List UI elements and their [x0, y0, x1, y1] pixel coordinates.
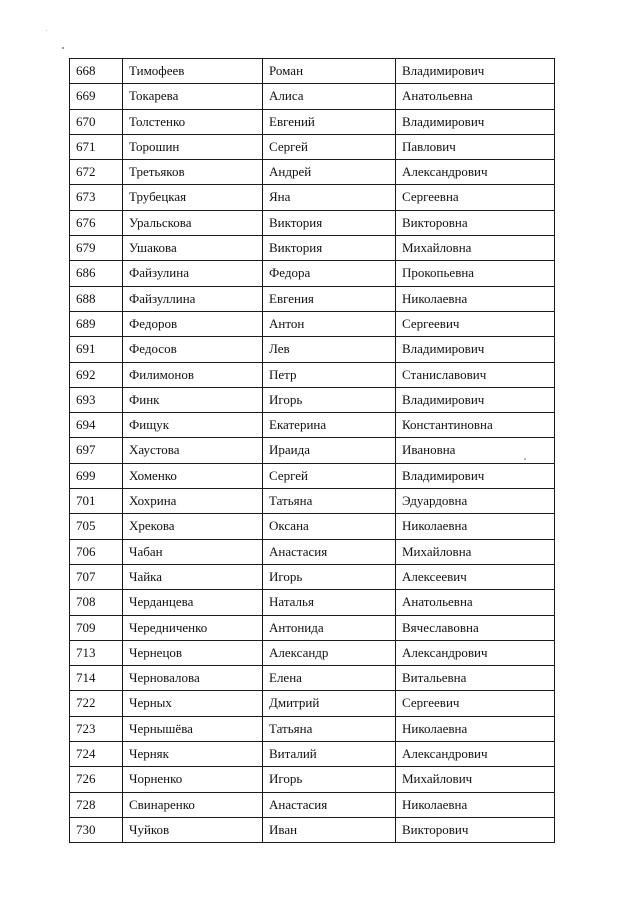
table-row [70, 185, 555, 210]
cell-first-name: Оксана [263, 514, 396, 539]
cell-last-name: Черновалова [123, 666, 263, 691]
cell-last-name: Файзулина [123, 261, 263, 286]
cell-first-name: Роман [263, 59, 396, 84]
cell-last-name: Федосов [123, 337, 263, 362]
cell-number: 722 [70, 691, 123, 716]
cell-patronymic: Сергеевна [396, 185, 555, 210]
cell-number: 730 [70, 817, 123, 842]
cell-patronymic: Сергеевич [396, 691, 555, 716]
scan-speck [62, 47, 64, 49]
table-row [70, 463, 555, 488]
cell-patronymic: Алексеевич [396, 564, 555, 589]
cell-number: 694 [70, 413, 123, 438]
cell-last-name: Финк [123, 387, 263, 412]
cell-first-name: Евгения [263, 286, 396, 311]
table-row [70, 691, 555, 716]
cell-last-name: Чорненко [123, 767, 263, 792]
cell-first-name: Алиса [263, 84, 396, 109]
table-row [70, 438, 555, 463]
cell-patronymic: Михайлович [396, 767, 555, 792]
cell-first-name: Александр [263, 640, 396, 665]
cell-last-name: Ушакова [123, 236, 263, 261]
table-row [70, 59, 555, 84]
cell-patronymic: Прокопьевна [396, 261, 555, 286]
cell-first-name: Виталий [263, 742, 396, 767]
table-row [70, 387, 555, 412]
cell-number: 707 [70, 564, 123, 589]
cell-first-name: Сергей [263, 463, 396, 488]
cell-patronymic: Александрович [396, 160, 555, 185]
cell-number: 699 [70, 463, 123, 488]
cell-first-name: Лев [263, 337, 396, 362]
cell-first-name: Евгений [263, 109, 396, 134]
cell-last-name: Хохрина [123, 489, 263, 514]
cell-patronymic: Викторович [396, 817, 555, 842]
cell-number: 673 [70, 185, 123, 210]
cell-last-name: Чайка [123, 564, 263, 589]
cell-number: 709 [70, 615, 123, 640]
cell-patronymic: Николаевна [396, 514, 555, 539]
cell-patronymic: Владимирович [396, 337, 555, 362]
cell-last-name: Торошин [123, 134, 263, 159]
cell-number: 686 [70, 261, 123, 286]
table-row [70, 84, 555, 109]
cell-first-name: Дмитрий [263, 691, 396, 716]
names-table-body [70, 59, 555, 843]
scan-speck [46, 30, 47, 31]
cell-first-name: Яна [263, 185, 396, 210]
cell-first-name: Антон [263, 311, 396, 336]
cell-number: 670 [70, 109, 123, 134]
cell-patronymic: Витальевна [396, 666, 555, 691]
cell-first-name: Игорь [263, 564, 396, 589]
cell-patronymic: Эдуардовна [396, 489, 555, 514]
table-row [70, 615, 555, 640]
table-row [70, 792, 555, 817]
cell-last-name: Токарева [123, 84, 263, 109]
cell-last-name: Чернецов [123, 640, 263, 665]
table-row [70, 236, 555, 261]
cell-first-name: Татьяна [263, 716, 396, 741]
cell-first-name: Игорь [263, 767, 396, 792]
cell-number: 671 [70, 134, 123, 159]
cell-first-name: Сергей [263, 134, 396, 159]
cell-first-name: Виктория [263, 236, 396, 261]
table-row [70, 742, 555, 767]
cell-first-name: Ираида [263, 438, 396, 463]
cell-patronymic: Михайловна [396, 539, 555, 564]
cell-last-name: Черняк [123, 742, 263, 767]
table-row [70, 590, 555, 615]
cell-number: 669 [70, 84, 123, 109]
cell-number: 714 [70, 666, 123, 691]
cell-patronymic: Николаевна [396, 792, 555, 817]
table-row [70, 286, 555, 311]
table-row [70, 539, 555, 564]
cell-patronymic: Анатольевна [396, 590, 555, 615]
cell-last-name: Филимонов [123, 362, 263, 387]
cell-number: 728 [70, 792, 123, 817]
cell-patronymic: Александрович [396, 640, 555, 665]
cell-last-name: Чернышёва [123, 716, 263, 741]
cell-patronymic: Николаевна [396, 286, 555, 311]
cell-patronymic: Ивановна [396, 438, 555, 463]
cell-patronymic: Михайловна [396, 236, 555, 261]
cell-last-name: Хоменко [123, 463, 263, 488]
cell-last-name: Хрекова [123, 514, 263, 539]
table-row [70, 109, 555, 134]
cell-number: 724 [70, 742, 123, 767]
cell-patronymic: Владимирович [396, 463, 555, 488]
cell-last-name: Файзуллина [123, 286, 263, 311]
cell-number: 723 [70, 716, 123, 741]
table-row [70, 489, 555, 514]
table-row [70, 640, 555, 665]
cell-number: 692 [70, 362, 123, 387]
cell-first-name: Игорь [263, 387, 396, 412]
cell-number: 691 [70, 337, 123, 362]
table-row [70, 817, 555, 842]
cell-last-name: Тимофеев [123, 59, 263, 84]
cell-last-name: Хаустова [123, 438, 263, 463]
cell-first-name: Андрей [263, 160, 396, 185]
cell-first-name: Екатерина [263, 413, 396, 438]
cell-patronymic: Сергеевич [396, 311, 555, 336]
cell-number: 668 [70, 59, 123, 84]
cell-number: 676 [70, 210, 123, 235]
cell-last-name: Третьяков [123, 160, 263, 185]
cell-number: 693 [70, 387, 123, 412]
cell-number: 679 [70, 236, 123, 261]
cell-last-name: Трубецкая [123, 185, 263, 210]
cell-first-name: Иван [263, 817, 396, 842]
cell-patronymic: Владимирович [396, 109, 555, 134]
cell-number: 701 [70, 489, 123, 514]
cell-first-name: Виктория [263, 210, 396, 235]
cell-first-name: Елена [263, 666, 396, 691]
cell-patronymic: Станиславович [396, 362, 555, 387]
table-row [70, 134, 555, 159]
cell-patronymic: Вячеславовна [396, 615, 555, 640]
cell-last-name: Черданцева [123, 590, 263, 615]
cell-first-name: Антонида [263, 615, 396, 640]
table-row [70, 514, 555, 539]
cell-last-name: Федоров [123, 311, 263, 336]
cell-patronymic: Анатольевна [396, 84, 555, 109]
cell-first-name: Татьяна [263, 489, 396, 514]
cell-last-name: Свинаренко [123, 792, 263, 817]
cell-number: 688 [70, 286, 123, 311]
cell-patronymic: Владимирович [396, 59, 555, 84]
table-row [70, 160, 555, 185]
table-row [70, 716, 555, 741]
cell-number: 672 [70, 160, 123, 185]
cell-number: 708 [70, 590, 123, 615]
table-row [70, 767, 555, 792]
cell-number: 713 [70, 640, 123, 665]
cell-patronymic: Константиновна [396, 413, 555, 438]
table-row [70, 362, 555, 387]
cell-first-name: Федора [263, 261, 396, 286]
cell-first-name: Анастасия [263, 539, 396, 564]
table-row [70, 311, 555, 336]
cell-first-name: Анастасия [263, 792, 396, 817]
cell-patronymic: Павлович [396, 134, 555, 159]
table-row [70, 210, 555, 235]
cell-number: 689 [70, 311, 123, 336]
cell-number: 726 [70, 767, 123, 792]
cell-last-name: Черных [123, 691, 263, 716]
cell-number: 706 [70, 539, 123, 564]
cell-last-name: Толстенко [123, 109, 263, 134]
cell-last-name: Фищук [123, 413, 263, 438]
cell-last-name: Уральскова [123, 210, 263, 235]
cell-patronymic: Николаевна [396, 716, 555, 741]
cell-first-name: Наталья [263, 590, 396, 615]
cell-number: 697 [70, 438, 123, 463]
table-row [70, 564, 555, 589]
cell-number: 705 [70, 514, 123, 539]
cell-patronymic: Владимирович [396, 387, 555, 412]
cell-last-name: Чуйков [123, 817, 263, 842]
cell-first-name: Петр [263, 362, 396, 387]
table-row [70, 413, 555, 438]
table-row [70, 261, 555, 286]
cell-last-name: Чередниченко [123, 615, 263, 640]
table-row [70, 666, 555, 691]
cell-last-name: Чабан [123, 539, 263, 564]
names-table [69, 58, 555, 843]
table-row [70, 337, 555, 362]
cell-patronymic: Александрович [396, 742, 555, 767]
cell-patronymic: Викторовна [396, 210, 555, 235]
